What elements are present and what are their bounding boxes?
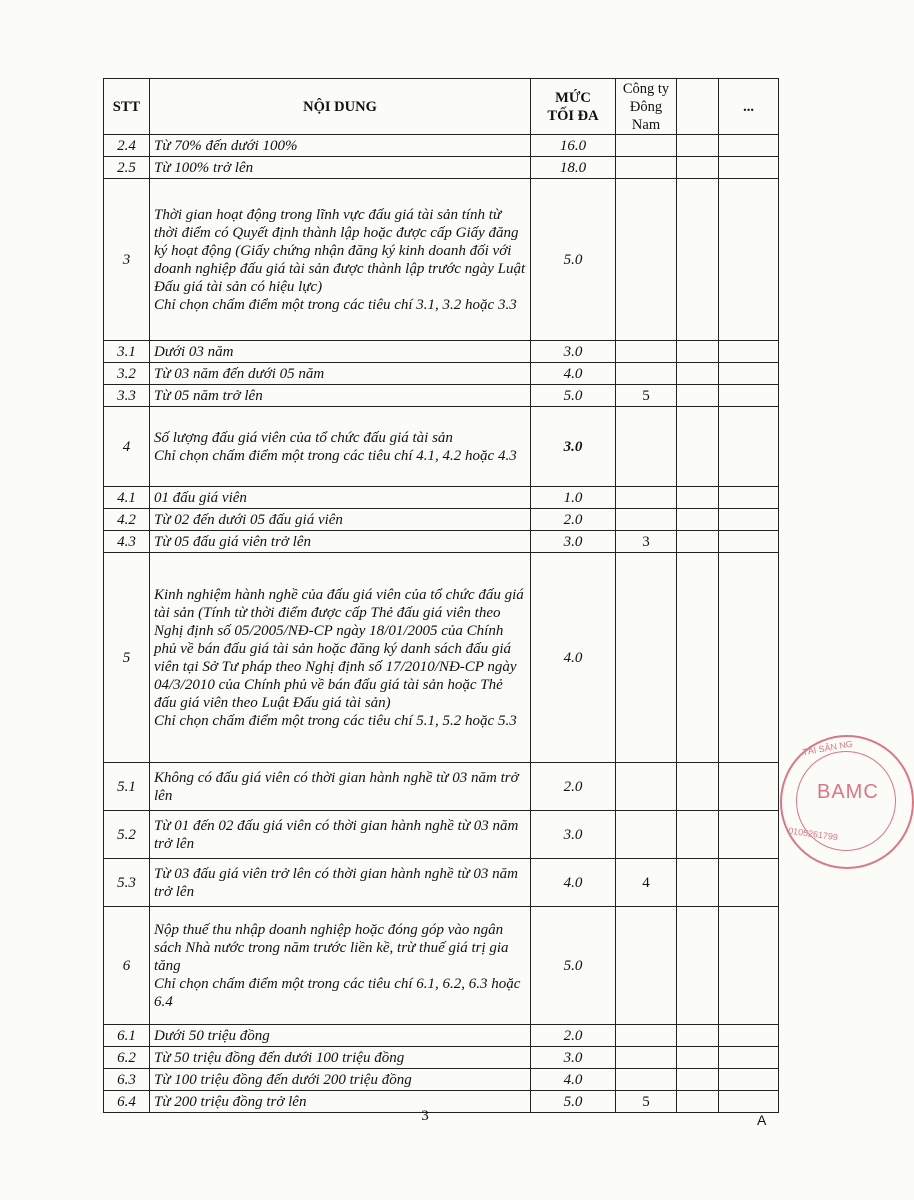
row-stt: 6.1 <box>104 1025 150 1047</box>
row-stt: 2.5 <box>104 157 150 179</box>
row-more-cell <box>719 531 779 553</box>
seal-bottom-text: 0105261799 <box>787 825 839 843</box>
table-row <box>104 553 779 763</box>
row-stt: 6 <box>104 907 150 1025</box>
row-max-score: 5.0 <box>531 385 616 407</box>
corner-mark: A <box>757 1112 767 1128</box>
table-row <box>104 179 779 341</box>
row-content: Từ 05 đấu giá viên trở lên <box>150 531 531 553</box>
row-company-score: 5 <box>616 385 677 407</box>
table-row <box>104 811 779 859</box>
company-seal <box>780 735 914 869</box>
header-extra <box>677 79 719 135</box>
row-content: 01 đấu giá viên <box>150 487 531 509</box>
row-content: Số lượng đấu giá viên của tổ chức đấu giá tài sản Chỉ chọn chấm điểm một trong các tiêu chí 4.1, 4.2 hoặc 4.3 <box>150 407 531 487</box>
row-stt: 5.1 <box>104 763 150 811</box>
row-content: Từ 02 đến dưới 05 đấu giá viên <box>150 509 531 531</box>
row-content: Từ 50 triệu đồng đến dưới 100 triệu đồng <box>150 1047 531 1069</box>
row-company-score: 4 <box>616 859 677 907</box>
row-extra-cell <box>677 341 719 363</box>
table-header-row <box>104 79 779 135</box>
seal-text: BAMC <box>817 781 879 803</box>
row-company-score <box>616 763 677 811</box>
row-company-score <box>616 179 677 341</box>
row-company-score <box>616 363 677 385</box>
row-more-cell <box>719 157 779 179</box>
row-max-score: 5.0 <box>531 907 616 1025</box>
row-max-score: 2.0 <box>531 509 616 531</box>
row-extra-cell <box>677 385 719 407</box>
row-more-cell <box>719 811 779 859</box>
row-extra-cell <box>677 179 719 341</box>
row-more-cell <box>719 907 779 1025</box>
table-row <box>104 1025 779 1047</box>
row-extra-cell <box>677 763 719 811</box>
row-extra-cell <box>677 407 719 487</box>
row-extra-cell <box>677 363 719 385</box>
row-extra-cell <box>677 509 719 531</box>
row-stt: 4.3 <box>104 531 150 553</box>
seal-top-text: TÀI SẢN NG <box>801 738 854 758</box>
row-company-score <box>616 907 677 1025</box>
row-company-score: 3 <box>616 531 677 553</box>
row-more-cell <box>719 1069 779 1091</box>
header-company: Công ty Đông Nam <box>616 79 677 135</box>
row-company-score <box>616 1047 677 1069</box>
row-stt: 6.3 <box>104 1069 150 1091</box>
row-company-score <box>616 1025 677 1047</box>
table-row <box>104 531 779 553</box>
row-max-score: 2.0 <box>531 763 616 811</box>
row-company-score: 5 <box>616 1091 677 1113</box>
table-row <box>104 1069 779 1091</box>
row-content: Từ 70% đến dưới 100% <box>150 135 531 157</box>
row-more-cell <box>719 1047 779 1069</box>
row-more-cell <box>719 1025 779 1047</box>
header-stt: STT <box>104 79 150 135</box>
row-stt: 6.4 <box>104 1091 150 1113</box>
table-row <box>104 385 779 407</box>
row-company-score <box>616 341 677 363</box>
table-row <box>104 341 779 363</box>
row-content: Thời gian hoạt động trong lĩnh vực đấu giá tài sản tính từ thời điểm có Quyết định thành lập hoặc được cấp Giấy đăng ký hoạt động (Giấy chứng nhận đăng ký kinh doanh đối với doanh nghiệp đấu giá tài sản được thành lập trước ngày Luật Đấu giá tài sản có hiệu lực) Chỉ chọn chấm điểm một trong các tiêu chí 3.1, 3.2 hoặc 3.3 <box>150 179 531 341</box>
row-content: Từ 100% trở lên <box>150 157 531 179</box>
row-max-score: 5.0 <box>531 1091 616 1113</box>
row-max-score: 4.0 <box>531 859 616 907</box>
row-stt: 4.1 <box>104 487 150 509</box>
row-content: Từ 01 đến 02 đấu giá viên có thời gian hành nghề từ 03 năm trở lên <box>150 811 531 859</box>
row-stt: 2.4 <box>104 135 150 157</box>
row-extra-cell <box>677 811 719 859</box>
row-content: Từ 03 năm đến dưới 05 năm <box>150 363 531 385</box>
row-company-score <box>616 487 677 509</box>
scoring-table <box>103 78 779 1113</box>
row-more-cell <box>719 763 779 811</box>
row-more-cell <box>719 385 779 407</box>
table-row <box>104 487 779 509</box>
row-company-score <box>616 407 677 487</box>
row-max-score: 5.0 <box>531 179 616 341</box>
row-company-score <box>616 811 677 859</box>
row-company-score <box>616 1069 677 1091</box>
row-max-score: 3.0 <box>531 1047 616 1069</box>
row-company-score <box>616 135 677 157</box>
table-row <box>104 363 779 385</box>
row-max-score: 4.0 <box>531 1069 616 1091</box>
row-extra-cell <box>677 1047 719 1069</box>
row-stt: 3.3 <box>104 385 150 407</box>
table-row <box>104 135 779 157</box>
header-max-score: MỨC TỐI ĐA <box>531 79 616 135</box>
row-stt: 6.2 <box>104 1047 150 1069</box>
row-extra-cell <box>677 487 719 509</box>
row-stt: 5.3 <box>104 859 150 907</box>
table-row <box>104 509 779 531</box>
header-more: ... <box>719 79 779 135</box>
row-stt: 3.1 <box>104 341 150 363</box>
row-more-cell <box>719 509 779 531</box>
table-row <box>104 157 779 179</box>
page-number: 3 <box>421 1108 429 1124</box>
row-extra-cell <box>677 1025 719 1047</box>
row-stt: 4 <box>104 407 150 487</box>
row-more-cell <box>719 553 779 763</box>
row-more-cell <box>719 179 779 341</box>
table-row <box>104 859 779 907</box>
row-company-score <box>616 553 677 763</box>
row-max-score: 18.0 <box>531 157 616 179</box>
row-company-score <box>616 157 677 179</box>
row-extra-cell <box>677 531 719 553</box>
row-extra-cell <box>677 157 719 179</box>
row-stt: 5.2 <box>104 811 150 859</box>
row-max-score: 4.0 <box>531 363 616 385</box>
row-stt: 5 <box>104 553 150 763</box>
row-content: Không có đấu giá viên có thời gian hành nghề từ 03 năm trở lên <box>150 763 531 811</box>
row-max-score: 1.0 <box>531 487 616 509</box>
row-more-cell <box>719 363 779 385</box>
row-more-cell <box>719 859 779 907</box>
row-more-cell <box>719 487 779 509</box>
row-content: Từ 05 năm trở lên <box>150 385 531 407</box>
row-stt: 4.2 <box>104 509 150 531</box>
row-extra-cell <box>677 1069 719 1091</box>
row-content: Từ 03 đấu giá viên trở lên có thời gian hành nghề từ 03 năm trở lên <box>150 859 531 907</box>
row-max-score: 3.0 <box>531 341 616 363</box>
row-more-cell <box>719 407 779 487</box>
row-extra-cell <box>677 553 719 763</box>
row-max-score: 3.0 <box>531 407 616 487</box>
header-content: NỘI DUNG <box>150 79 531 135</box>
row-stt: 3 <box>104 179 150 341</box>
row-company-score <box>616 509 677 531</box>
row-content: Từ 200 triệu đồng trở lên <box>150 1091 531 1113</box>
row-more-cell <box>719 341 779 363</box>
row-max-score: 2.0 <box>531 1025 616 1047</box>
row-content: Nộp thuế thu nhập doanh nghiệp hoặc đóng góp vào ngân sách Nhà nước trong năm trước liền kề, trừ thuế giá trị gia tăng Chỉ chọn chấm điểm một trong các tiêu chí 6.1, 6.2, 6.3 hoặc 6.4 <box>150 907 531 1025</box>
row-content: Dưới 03 năm <box>150 341 531 363</box>
row-extra-cell <box>677 859 719 907</box>
table-row <box>104 407 779 487</box>
row-stt: 3.2 <box>104 363 150 385</box>
row-content: Kinh nghiệm hành nghề của đấu giá viên của tổ chức đấu giá tài sản (Tính từ thời điểm được cấp Thẻ đấu giá viên theo Nghị định số 05/2005/NĐ-CP ngày 18/01/2005 của Chính phủ về bán đấu giá tài sản hoặc đăng ký danh sách đấu giá viên tại Sở Tư pháp theo Nghị định số 17/2010/NĐ-CP ngày 04/3/2010 của Chính phủ về bán đấu giá tài sản hoặc Thẻ đấu giá viên theo Luật Đấu giá tài sản) Chỉ chọn chấm điểm một trong các tiêu chí 5.1, 5.2 hoặc 5.3 <box>150 553 531 763</box>
row-content: Dưới 50 triệu đồng <box>150 1025 531 1047</box>
table-row <box>104 763 779 811</box>
row-max-score: 4.0 <box>531 553 616 763</box>
row-max-score: 3.0 <box>531 811 616 859</box>
table-row <box>104 1047 779 1069</box>
row-extra-cell <box>677 907 719 1025</box>
table-row <box>104 907 779 1025</box>
row-extra-cell <box>677 135 719 157</box>
row-max-score: 16.0 <box>531 135 616 157</box>
row-content: Từ 100 triệu đồng đến dưới 200 triệu đồng <box>150 1069 531 1091</box>
row-max-score: 3.0 <box>531 531 616 553</box>
row-more-cell <box>719 135 779 157</box>
